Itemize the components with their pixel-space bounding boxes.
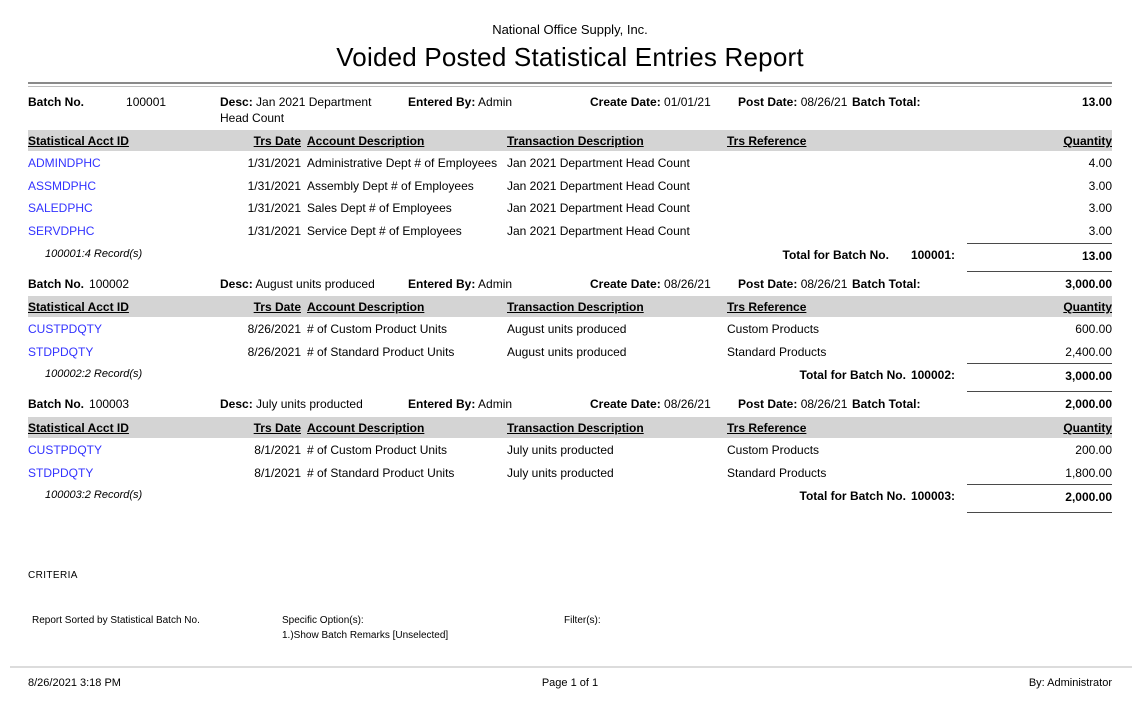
post-date-cell: [738, 397, 852, 413]
transaction-desc-cell: Jan 2021 Department Head Count: [507, 201, 690, 216]
total-for-batch-label: Total for Batch No. 100002:: [799, 368, 955, 383]
batch-section-100001: [28, 87, 1112, 272]
trs-date-cell: 8/1/2021: [254, 465, 301, 480]
batch-no-label: Batch No.: [28, 95, 85, 109]
desc-value: July units producted: [256, 397, 363, 412]
page-footer: [28, 677, 1112, 689]
column-header-row: [28, 417, 1112, 438]
trs-date-cell: 1/31/2021: [247, 178, 301, 193]
batch-total-value: 13.00: [1081, 95, 1112, 109]
batch-no-label: Batch No.: [28, 276, 85, 291]
footer-datetime: 8/26/2021 3:18 PM: [28, 677, 121, 689]
batch-total-amount: 2,000.00: [967, 484, 1112, 513]
post-date-value: 08/26/21: [800, 276, 848, 291]
batch-no-cell: [28, 277, 220, 293]
total-for-batch-label: Total for Batch No. 100003:: [799, 489, 955, 504]
table-row: [28, 340, 1112, 363]
batch-header-row: [28, 392, 1112, 417]
batch-total-row: [28, 363, 1112, 392]
col-quantity: Quantity: [1063, 134, 1112, 149]
batch-desc-cell: [220, 95, 408, 126]
batch-section-100002: [28, 272, 1112, 393]
criteria-filters-label: Filter(s):: [564, 615, 601, 626]
batch-total-amount: 13.00: [967, 243, 1112, 272]
batch-total-value: 3,000.00: [1065, 276, 1112, 291]
acct-id-link[interactable]: STDPDQTY: [28, 344, 94, 359]
report-title: Voided Posted Statistical Entries Report: [336, 42, 804, 72]
batch-total-row: [28, 243, 1112, 272]
create-date-cell: [590, 397, 738, 413]
account-desc-cell: # of Standard Product Units: [307, 344, 455, 359]
post-date-value: 08/26/21: [800, 95, 848, 109]
acct-id-link[interactable]: ADMINDPHC: [28, 156, 101, 171]
table-row: [28, 174, 1112, 197]
create-date-label: Create Date:: [590, 276, 661, 291]
transaction-desc-cell: Jan 2021 Department Head Count: [507, 156, 690, 171]
trs-ref-cell: Custom Products: [727, 442, 820, 457]
quantity-cell: 2,400.00: [1065, 344, 1112, 359]
batch-section-100003: [28, 392, 1112, 513]
entered-by-label: Entered By:: [408, 276, 476, 291]
create-date-value: 08/26/21: [664, 276, 711, 291]
table-row: [28, 317, 1112, 340]
account-desc-cell: # of Custom Product Units: [307, 442, 448, 457]
batch-no-cell: [28, 95, 220, 111]
criteria-options: [282, 613, 564, 643]
acct-id-link[interactable]: SALEDPHC: [28, 201, 93, 216]
post-date-cell: [738, 95, 852, 111]
desc-value: August units produced: [255, 276, 375, 291]
desc-label: Desc:: [220, 276, 253, 291]
batch-header-row: [28, 87, 1112, 130]
quantity-cell: 3.00: [1088, 178, 1112, 193]
col-statistical-acct-id: Statistical Acct ID: [28, 420, 129, 435]
trs-ref-cell: Custom Products: [727, 322, 820, 337]
post-date-label: Post Date:: [738, 95, 798, 109]
entered-by-value: Admin: [478, 95, 513, 109]
transaction-desc-cell: August units produced: [507, 344, 627, 359]
quantity-cell: 1,800.00: [1065, 465, 1112, 480]
col-account-description: Account Description: [307, 134, 425, 149]
criteria-options-label: Specific Option(s):: [282, 615, 364, 626]
table-row: [28, 151, 1112, 174]
criteria-option-1: 1.)Show Batch Remarks [Unselected]: [282, 630, 449, 641]
record-count: 100002:2 Record(s): [45, 368, 143, 381]
batch-total-label: Batch Total:: [852, 397, 921, 412]
desc-label: Desc:: [220, 95, 253, 109]
post-date-label: Post Date:: [738, 276, 798, 291]
trs-date-cell: 8/26/2021: [247, 344, 301, 359]
total-batch-no: 100002:: [910, 368, 955, 383]
col-trs-date: Trs Date: [253, 134, 301, 149]
transaction-desc-cell: July units producted: [507, 442, 614, 457]
trs-date-cell: 1/31/2021: [247, 156, 301, 171]
transaction-desc-cell: Jan 2021 Department Head Count: [507, 178, 690, 193]
col-trs-date: Trs Date: [253, 420, 301, 435]
create-date-label: Create Date:: [590, 95, 661, 109]
criteria-heading: CRITERIA: [28, 570, 78, 581]
column-header-row: [28, 130, 1112, 151]
batch-no-value: 100001: [126, 95, 167, 109]
account-desc-cell: Service Dept # of Employees: [307, 223, 462, 238]
company-name: National Office Supply, Inc.: [492, 22, 648, 37]
account-desc-cell: Sales Dept # of Employees: [307, 201, 452, 216]
quantity-cell: 200.00: [1075, 442, 1112, 457]
acct-id-link[interactable]: SERVDPHC: [28, 223, 95, 238]
batch-total-row: [28, 484, 1112, 513]
batch-total-label: Batch Total:: [852, 95, 921, 109]
record-count: 100001:4 Record(s): [45, 247, 143, 260]
batch-no-cell: [28, 397, 220, 413]
account-desc-cell: # of Standard Product Units: [307, 465, 455, 480]
entered-by-cell: [408, 397, 590, 413]
entered-by-value: Admin: [478, 397, 513, 412]
table-row: [28, 461, 1112, 484]
trs-date-cell: 8/1/2021: [254, 442, 301, 457]
create-date-cell: [590, 95, 738, 111]
entered-by-cell: [408, 95, 590, 111]
batch-header-row: [28, 272, 1112, 297]
total-for-batch-label: Total for Batch No. 100001:: [782, 247, 955, 262]
transaction-desc-cell: Jan 2021 Department Head Count: [507, 223, 690, 238]
trs-date-cell: 1/31/2021: [247, 201, 301, 216]
col-trs-reference: Trs Reference: [727, 420, 807, 435]
entered-by-cell: [408, 277, 590, 293]
create-date-value: 01/01/21: [664, 95, 711, 109]
col-trs-date: Trs Date: [253, 300, 301, 315]
col-transaction-description: Transaction Description: [507, 300, 644, 315]
create-date-value: 08/26/21: [664, 397, 711, 412]
footer-by: By: Administrator: [1028, 677, 1112, 689]
acct-id-link[interactable]: STDPDQTY: [28, 465, 94, 480]
post-date-value: 08/26/21: [800, 397, 848, 412]
trs-ref-cell: Standard Products: [727, 465, 827, 480]
batch-no-value: 100002: [89, 276, 130, 291]
col-account-description: Account Description: [307, 300, 425, 315]
criteria-sort: Report Sorted by Statistical Batch No.: [32, 615, 200, 626]
record-count: 100003:2 Record(s): [45, 489, 143, 502]
table-row: [28, 219, 1112, 242]
total-batch-no: 100003:: [910, 489, 955, 504]
entered-by-label: Entered By:: [408, 397, 476, 412]
col-transaction-description: Transaction Description: [507, 134, 644, 149]
acct-id-link[interactable]: CUSTPDQTY: [28, 442, 103, 457]
batch-desc-cell: [220, 277, 408, 293]
transaction-desc-cell: August units produced: [507, 322, 627, 337]
criteria-row: [32, 613, 1112, 643]
col-account-description: Account Description: [307, 420, 425, 435]
col-trs-reference: Trs Reference: [727, 300, 807, 315]
column-header-row: [28, 296, 1112, 317]
account-desc-cell: Administrative Dept # of Employees: [307, 156, 498, 171]
acct-id-link[interactable]: CUSTPDQTY: [28, 322, 103, 337]
create-date-label: Create Date:: [590, 397, 661, 412]
col-statistical-acct-id: Statistical Acct ID: [28, 134, 129, 149]
batch-desc-cell: [220, 397, 408, 413]
batch-total-amount: 3,000.00: [967, 363, 1112, 392]
post-date-label: Post Date:: [738, 397, 798, 412]
trs-date-cell: 8/26/2021: [247, 322, 301, 337]
desc-label: Desc:: [220, 397, 253, 412]
total-batch-no: 100001:: [910, 247, 955, 262]
batch-total-value: 2,000.00: [1065, 397, 1112, 412]
quantity-cell: 3.00: [1088, 223, 1112, 238]
col-trs-reference: Trs Reference: [727, 134, 807, 149]
col-statistical-acct-id: Statistical Acct ID: [28, 300, 129, 315]
transaction-desc-cell: July units producted: [507, 465, 614, 480]
footer-divider: [10, 666, 1132, 668]
table-row: [28, 196, 1112, 219]
desc-value: Jan 2021 Department Head Count: [220, 95, 372, 125]
col-quantity: Quantity: [1063, 420, 1112, 435]
trs-date-cell: 1/31/2021: [247, 223, 301, 238]
acct-id-link[interactable]: ASSMDPHC: [28, 178, 97, 193]
col-quantity: Quantity: [1063, 300, 1112, 315]
col-transaction-description: Transaction Description: [507, 420, 644, 435]
quantity-cell: 4.00: [1088, 156, 1112, 171]
account-desc-cell: # of Custom Product Units: [307, 322, 448, 337]
footer-page-number: Page 1 of 1: [541, 677, 599, 689]
entered-by-value: Admin: [478, 276, 513, 291]
batch-total-label: Batch Total:: [852, 276, 921, 291]
batch-no-label: Batch No.: [28, 397, 85, 412]
batch-no-value: 100003: [89, 397, 130, 412]
table-row: [28, 438, 1112, 461]
entered-by-label: Entered By:: [408, 95, 476, 109]
post-date-cell: [738, 277, 852, 293]
trs-ref-cell: Standard Products: [727, 344, 827, 359]
create-date-cell: [590, 277, 738, 293]
quantity-cell: 3.00: [1088, 201, 1112, 216]
quantity-cell: 600.00: [1075, 322, 1112, 337]
account-desc-cell: Assembly Dept # of Employees: [307, 178, 474, 193]
